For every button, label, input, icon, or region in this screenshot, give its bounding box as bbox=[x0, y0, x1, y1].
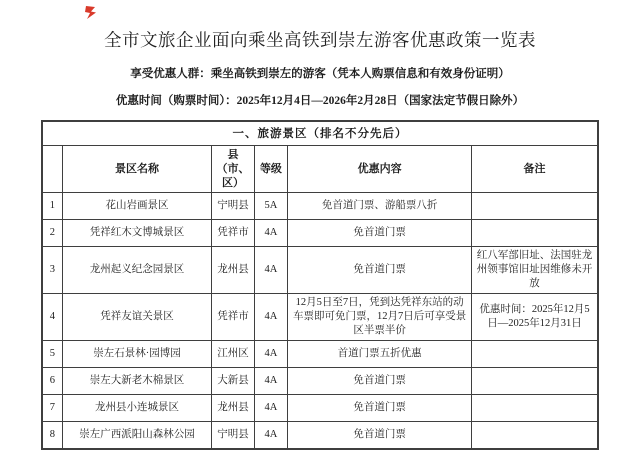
cell-row-number: 5 bbox=[42, 341, 62, 368]
cell-scenic-name: 凭祥红木文博城景区 bbox=[62, 220, 212, 247]
col-header-benefit: 优惠内容 bbox=[288, 146, 472, 193]
cell-grade: 4A bbox=[254, 294, 287, 341]
cell-benefit: 免首道门票 bbox=[288, 368, 472, 395]
table-row bbox=[42, 341, 598, 368]
cell-scenic-name: 崇左大新老木棉景区 bbox=[62, 368, 212, 395]
cell-row-number: 6 bbox=[42, 368, 62, 395]
cell-row-number: 4 bbox=[42, 294, 62, 341]
cell-county: 宁明县 bbox=[212, 422, 254, 449]
cell-scenic-name: 花山岩画景区 bbox=[62, 193, 212, 220]
cell-county: 宁明县 bbox=[212, 193, 254, 220]
cell-scenic-name: 崇左广西派阳山森林公园 bbox=[62, 422, 212, 449]
cell-scenic-name: 龙州县小连城景区 bbox=[62, 395, 212, 422]
cell-county: 凭祥市 bbox=[212, 294, 254, 341]
policy-table bbox=[41, 120, 599, 450]
col-header-index bbox=[42, 146, 62, 193]
section-header-row bbox=[42, 121, 598, 146]
cell-row-number: 8 bbox=[42, 422, 62, 449]
cell-scenic-name: 龙州起义纪念园景区 bbox=[62, 247, 212, 294]
cell-remark bbox=[472, 341, 598, 368]
table-row bbox=[42, 247, 598, 294]
cell-remark bbox=[472, 368, 598, 395]
table-row bbox=[42, 368, 598, 395]
cell-county: 龙州县 bbox=[212, 247, 254, 294]
table-row bbox=[42, 220, 598, 247]
cell-county: 江州区 bbox=[212, 341, 254, 368]
cell-row-number: 1 bbox=[42, 193, 62, 220]
cell-county: 龙州县 bbox=[212, 395, 254, 422]
col-header-remark: 备注 bbox=[472, 146, 598, 193]
cell-benefit: 免首道门票 bbox=[288, 220, 472, 247]
cell-grade: 5A bbox=[254, 193, 287, 220]
cell-grade: 4A bbox=[254, 247, 287, 294]
cell-remark bbox=[472, 395, 598, 422]
cell-remark bbox=[472, 422, 598, 449]
cell-grade: 4A bbox=[254, 341, 287, 368]
cell-remark: 优惠时间：2025年12月5日—2025年12月31日 bbox=[472, 294, 598, 341]
cell-grade: 4A bbox=[254, 220, 287, 247]
red-stamp-icon bbox=[84, 5, 97, 20]
cell-benefit: 免首道门票 bbox=[288, 395, 472, 422]
cell-remark bbox=[472, 193, 598, 220]
page-title: 全市文旅企业面向乘坐高铁到崇左游客优惠政策一览表 bbox=[104, 30, 536, 50]
time-line: 优惠时间（购票时间）：2025年12月4日—2026年2月28日（国家法定节假日除外） bbox=[115, 95, 525, 107]
col-header-grade: 等级 bbox=[254, 146, 287, 193]
cell-grade: 4A bbox=[254, 368, 287, 395]
audience-line: 享受优惠人群：乘坐高铁到崇左的游客（凭本人购票信息和有效身份证明） bbox=[130, 68, 510, 80]
cell-row-number: 3 bbox=[42, 247, 62, 294]
table-header-row bbox=[42, 146, 598, 193]
section-title: 一、旅游景区（排名不分先后） bbox=[42, 121, 598, 146]
cell-benefit: 首道门票五折优惠 bbox=[288, 341, 472, 368]
table-row bbox=[42, 294, 598, 341]
table-row bbox=[42, 395, 598, 422]
cell-county: 凭祥市 bbox=[212, 220, 254, 247]
table-row bbox=[42, 422, 598, 449]
cell-row-number: 7 bbox=[42, 395, 62, 422]
cell-grade: 4A bbox=[254, 422, 287, 449]
cell-benefit: 免首道门票、游船票八折 bbox=[288, 193, 472, 220]
cell-grade: 4A bbox=[254, 395, 287, 422]
cell-remark bbox=[472, 220, 598, 247]
table-body bbox=[42, 193, 598, 449]
col-header-county: 县（市、区） bbox=[212, 146, 254, 193]
cell-scenic-name: 崇左石景林·园博园 bbox=[62, 341, 212, 368]
table-row bbox=[42, 193, 598, 220]
cell-benefit: 免首道门票 bbox=[288, 422, 472, 449]
cell-county: 大新县 bbox=[212, 368, 254, 395]
cell-row-number: 2 bbox=[42, 220, 62, 247]
cell-remark: 红八军部旧址、法国驻龙州领事馆旧址因维修未开放 bbox=[472, 247, 598, 294]
cell-scenic-name: 凭祥友谊关景区 bbox=[62, 294, 212, 341]
cell-benefit: 12月5日至7日，凭到达凭祥东站的动车票即可免门票，12月7日后可享受景区半票半价 bbox=[288, 294, 472, 341]
cell-benefit: 免首道门票 bbox=[288, 247, 472, 294]
col-header-scenic-name: 景区名称 bbox=[62, 146, 212, 193]
